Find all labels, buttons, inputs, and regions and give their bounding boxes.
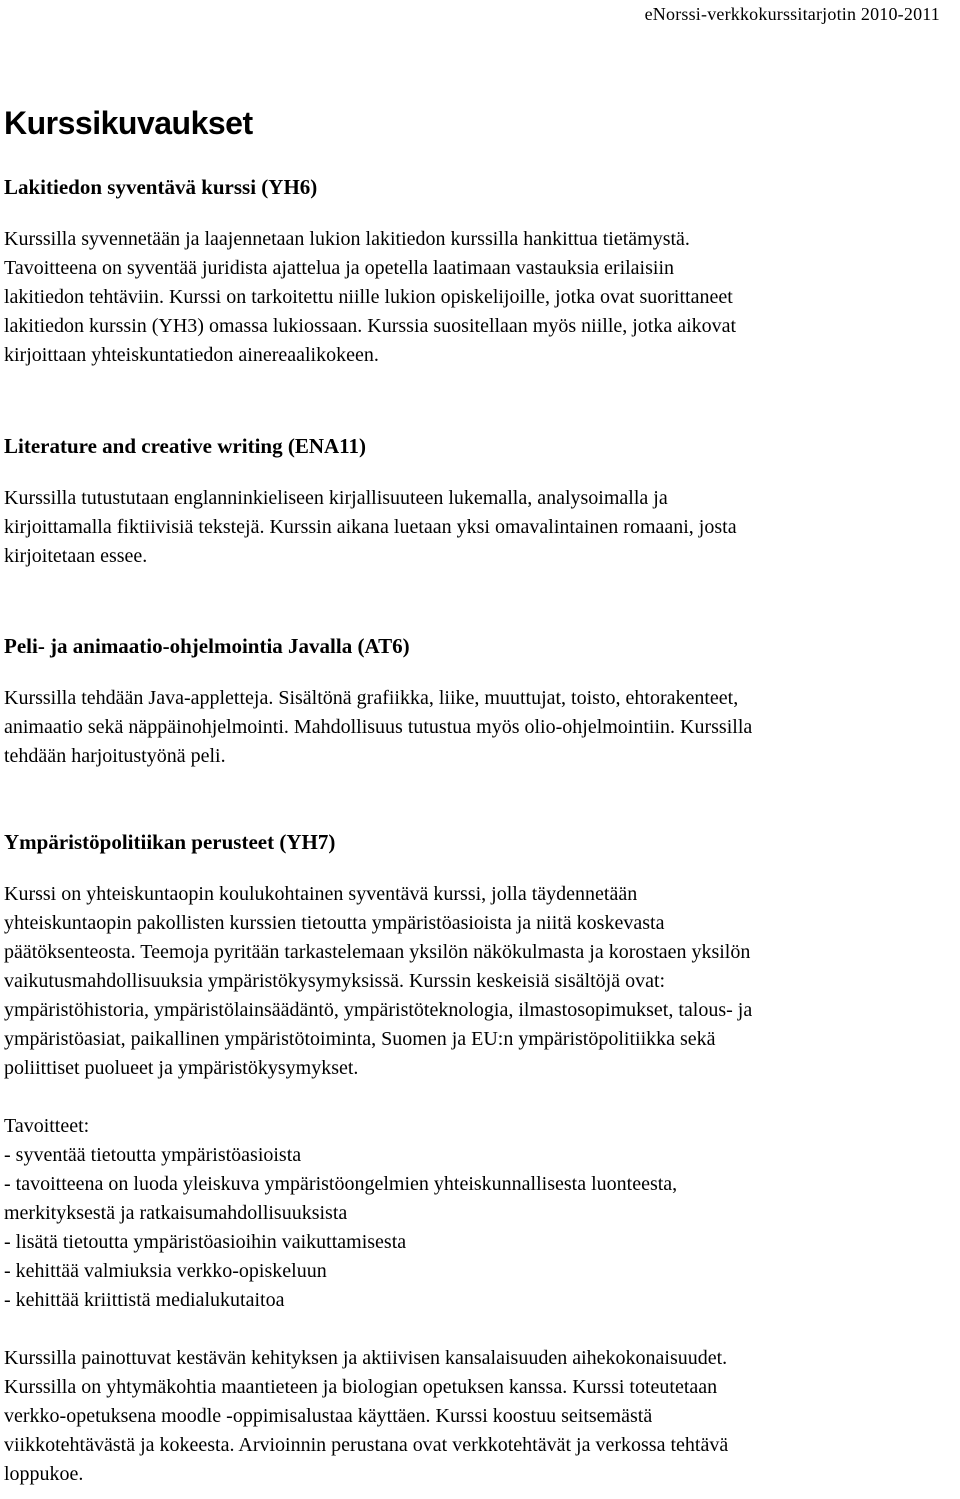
description-line: päätöksenteosta. Teemoja pyritään tarkastelemaan yksilön näkökulmasta ja korostaen yksilön [4,941,751,963]
description-line: animaatio sekä näppäinohjelmointi. Mahdollisuus tutustua myös olio-ohjelmointiin. Kurssilla [4,716,753,738]
description-line: ympäristöasiat, paikallinen ympäristötoiminta, Suomen ja EU:n ympäristöpolitiikka sekä [4,1028,716,1050]
goal-item: - syventää tietoutta ympäristöasioista [4,1144,302,1166]
course-description [4,484,959,571]
description-line: yhteiskuntaopin pakollisten kurssien tietoutta ympäristöasioista ja niitä koskevasta [4,912,665,934]
description-line: ympäristöhistoria, ympäristölainsäädäntö, ympäristöteknologia, ilmastosopimukset, talous- ja [4,999,753,1021]
course-section-yh6 [4,173,959,370]
course-description [4,880,959,1083]
description-line: kirjoittaan yhteiskuntatiedon ainereaalikokeen. [4,344,379,366]
description-line: vaikutusmahdollisuuksia ympäristökysymyksissä. Kurssin keskeisiä sisältöjä ovat: [4,970,666,992]
description-line: Tavoitteena on syventää juridista ajattelua ja opetella laatimaan vastauksia erilaisiin [4,257,675,279]
description-line: lakitiedon kurssin (YH3) omassa lukiossaan. Kurssia suositellaan myös niille, jotka aikovat [4,315,737,337]
description-line: Kurssilla on yhtymäkohtia maantieteen ja biologian opetuksen kanssa. Kurssi toteutetaan [4,1376,718,1398]
description-line: Kurssilla tutustutaan englanninkieliseen kirjallisuuteen lukemalla, analysoimalla ja [4,487,668,509]
course-heading: Literature and creative writing (ENA11) [4,434,366,458]
goals-list [4,1141,959,1315]
description-line: loppukoe. [4,1463,84,1485]
goals-label: Tavoitteet: [4,1115,90,1137]
course-description [4,684,959,771]
description-line: Kurssilla tehdään Java-appletteja. Sisältönä grafiikka, liike, muuttujat, toisto, ehtorakenteet, [4,687,739,709]
goal-item: - kehittää valmiuksia verkko-opiskeluun [4,1260,327,1282]
description-line: kirjoitetaan essee. [4,545,148,567]
course-heading: Peli- ja animaatio-ohjelmointia Javalla (AT6) [4,634,410,658]
goal-item: - tavoitteena on luoda yleiskuva ympäristöongelmien yhteiskunnallisesta luonteesta, [4,1173,678,1195]
goal-item: merkityksestä ja ratkaisumahdollisuuksista [4,1202,348,1224]
description-line: verkko-opetuksena moodle -oppimisalustaa käyttäen. Kurssi koostuu seitsemästä [4,1405,653,1427]
course-section-ena11 [4,432,959,571]
description-line: poliittiset puolueet ja ympäristökysymykset. [4,1057,359,1079]
page-title: Kurssikuvaukset [4,105,253,141]
course-description [4,225,959,370]
description-line: Kurssilla painottuvat kestävän kehityksen ja aktiivisen kansalaisuuden aihekokonaisuudet. [4,1347,728,1369]
goal-item: - lisätä tietoutta ympäristöasioihin vaikuttamisesta [4,1231,407,1253]
goal-item: - kehittää kriittistä medialukutaitoa [4,1289,285,1311]
course-heading: Ympäristöpolitiikan perusteet (YH7) [4,830,336,854]
course-section-yh7 [4,828,959,1489]
description-line: kirjoittamalla fiktiivisiä tekstejä. Kurssin aikana luetaan yksi omavalintainen romaani, josta [4,516,737,538]
description-line: lakitiedon tehtäviin. Kurssi on tarkoitettu niille lukion opiskelijoille, jotka ovat suorittaneet [4,286,733,308]
description-line: Kurssilla syvennetään ja laajennetaan lukion lakitiedon kurssilla hankittua tietämystä. [4,228,690,250]
description-line: viikkotehtävästä ja kokeesta. Arvioinnin perustana ovat verkkotehtävät ja verkossa tehtävä [4,1434,729,1456]
course-heading: Lakitiedon syventävä kurssi (YH6) [4,175,318,199]
closing-description [4,1344,959,1489]
course-section-at6 [4,632,959,771]
description-line: Kurssi on yhteiskuntaopin koulukohtainen syventävä kurssi, jolla täydennetään [4,883,638,905]
description-line: tehdään harjoitustyönä peli. [4,745,226,767]
page-header: eNorssi-verkkokurssitarjotin 2010-2011 [644,4,940,24]
